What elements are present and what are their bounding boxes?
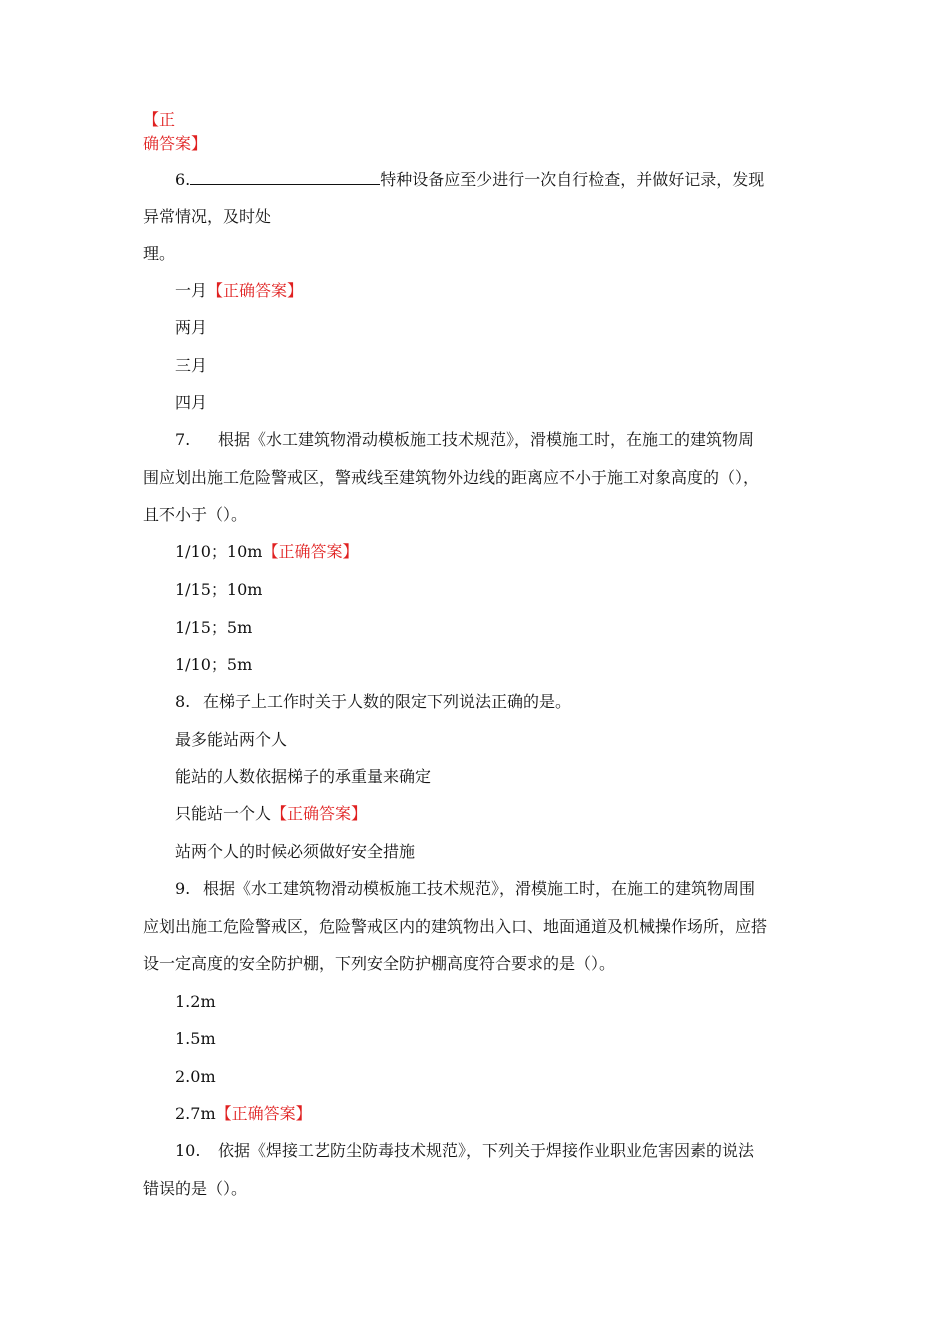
option	[175, 804, 367, 824]
question-text: 根据《水工建筑物滑动模板施工技术规范》，滑模施工时，在施工的建筑物周围	[203, 879, 756, 898]
question-7-line3: 且不小于（）。	[143, 505, 248, 524]
question-text: 在梯子上工作时关于人数的限定下列说法正确的是。	[203, 692, 572, 711]
question-number: 7.	[175, 430, 191, 449]
question-7-line2: 围应划出施工危险警戒区，警戒线至建筑物外边线的距离应不小于施工对象高度的（），	[143, 468, 760, 487]
question-8-line1	[175, 692, 571, 712]
question-number: 9.	[175, 879, 191, 898]
question-text: 特种设备应至少进行一次自行检查，并做好记录，发现	[380, 170, 765, 189]
correct-answer-tag: 【正确答案】	[215, 1104, 312, 1123]
question-9-line1	[175, 879, 755, 899]
question-6-line3: 理。	[143, 244, 176, 263]
correct-answer-tag: 【正确答案】	[262, 542, 359, 561]
option	[175, 542, 358, 562]
question-text: 依据《焊接工艺防尘防毒技术规范》，下列关于焊接作业职业危害因素的说法	[218, 1141, 755, 1160]
option: 三月	[175, 356, 208, 375]
correct-answer-tag: 【正确答案】	[271, 804, 368, 823]
question-number: 6.	[175, 170, 191, 189]
prev-answer-tag-part1: 【正	[143, 110, 176, 129]
correct-answer-tag: 【正确答案】	[207, 281, 304, 300]
question-6-line2: 异常情况，及时处	[143, 207, 272, 226]
question-10-line2: 错误的是（）。	[143, 1179, 248, 1198]
question-number: 10.	[175, 1141, 201, 1160]
option-text: 1/10；10m	[175, 542, 263, 561]
option: 能站的人数依据梯子的承重量来确定	[175, 767, 432, 786]
fill-blank	[190, 170, 380, 185]
option: 1/15；5m	[175, 618, 253, 637]
question-number: 8.	[175, 692, 191, 711]
option: 最多能站两个人	[175, 730, 288, 749]
option: 站两个人的时候必须做好安全措施	[175, 842, 416, 861]
question-text: 根据《水工建筑物滑动模板施工技术规范》，滑模施工时，在施工的建筑物周	[218, 430, 755, 449]
question-10-line1	[175, 1141, 754, 1161]
prev-answer-tag-part2: 确答案】	[143, 134, 208, 153]
question-9-line3: 设一定高度的安全防护棚，下列安全防护棚高度符合要求的是（）。	[143, 954, 616, 973]
question-9-line2: 应划出施工危险警戒区，危险警戒区内的建筑物出入口、地面通道及机械操作场所，应搭	[143, 917, 768, 936]
option	[175, 281, 303, 301]
option: 两月	[175, 318, 208, 337]
option-text: 只能站一个人	[175, 804, 272, 823]
option-text: 一月	[175, 281, 208, 300]
option: 1/10；5m	[175, 655, 253, 674]
option-text: 2.7m	[175, 1104, 216, 1123]
question-7-line1	[175, 430, 754, 450]
option: 1.2m	[175, 992, 216, 1011]
question-6-line1	[175, 170, 764, 190]
option: 1/15；10m	[175, 580, 263, 599]
option: 2.0m	[175, 1067, 216, 1086]
option	[175, 1104, 312, 1124]
option: 1.5m	[175, 1029, 216, 1048]
option: 四月	[175, 393, 208, 412]
